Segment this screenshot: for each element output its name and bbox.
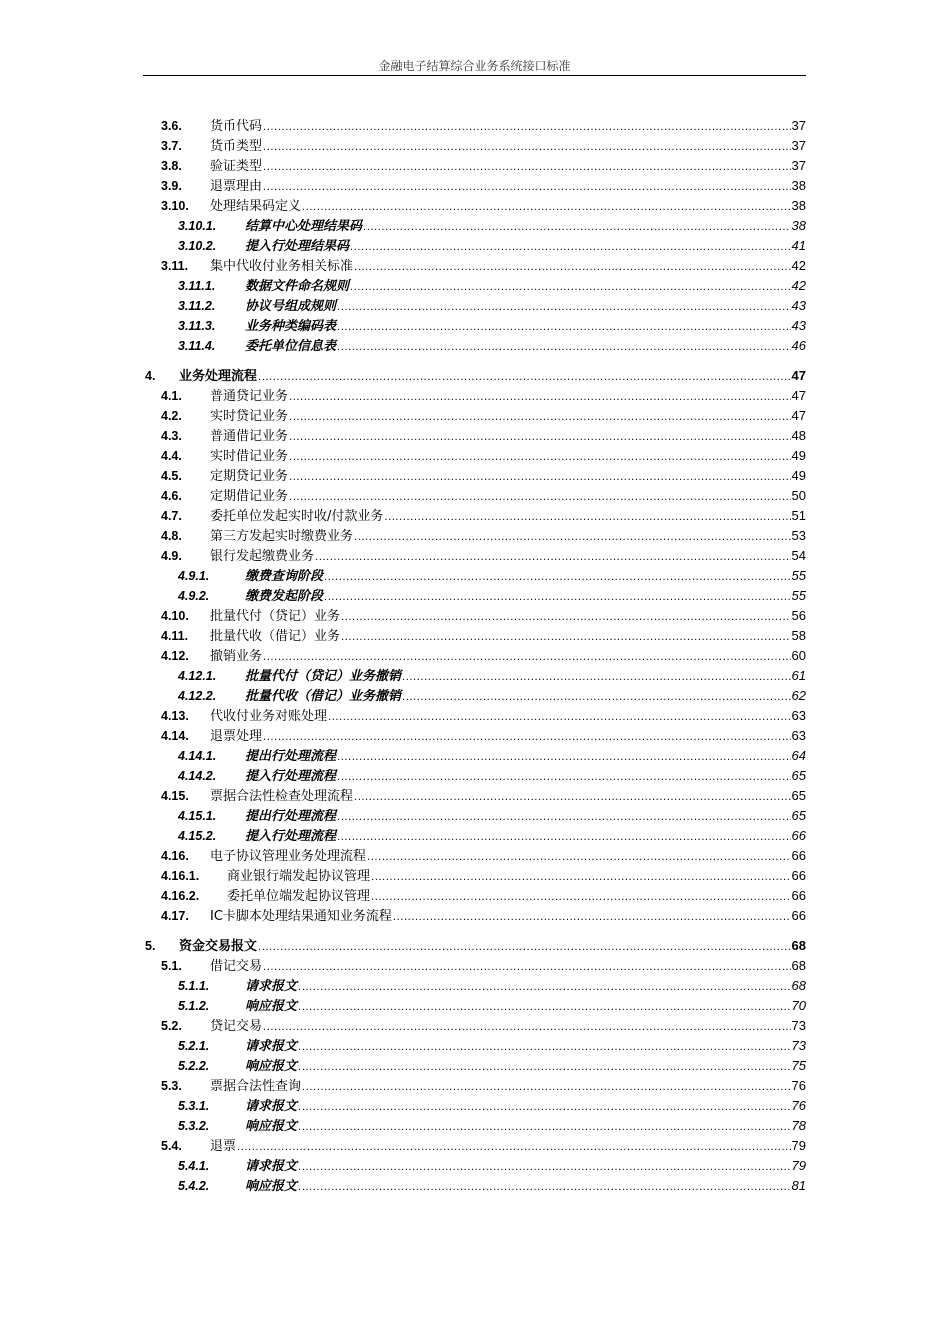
toc-entry[interactable] (143, 1056, 806, 1076)
toc-dot-leader (354, 258, 791, 278)
toc-entry-title: 实时借记业务 (210, 449, 289, 464)
toc-entry-number: 4.15.2. (178, 829, 217, 843)
toc-entry[interactable] (143, 1116, 806, 1136)
toc-entry-page: 38 (791, 178, 806, 193)
toc-entry[interactable] (143, 1156, 806, 1176)
toc-dot-leader (337, 298, 791, 318)
toc-entry[interactable] (143, 646, 806, 666)
toc-entry[interactable] (143, 546, 806, 566)
toc-entry-number: 3.11.1. (178, 279, 216, 293)
toc-entry-number: 4.17. (161, 909, 189, 923)
toc-dot-leader (263, 1018, 791, 1038)
toc-entry-title: 委托单位发起实时收/付款业务 (210, 509, 384, 524)
toc-entry-page: 76 (791, 1078, 806, 1093)
toc-entry-number: 5.1.2. (178, 999, 210, 1013)
toc-entry-page: 66 (791, 868, 806, 883)
toc-entry-number: 4.6. (161, 489, 182, 503)
toc-dot-leader (341, 628, 791, 648)
toc-entry[interactable] (143, 786, 806, 806)
toc-entry-title: 提出行处理流程 (245, 809, 337, 824)
toc-entry-number: 4.12.1. (178, 669, 217, 683)
toc-entry-number: 4.14.2. (178, 769, 217, 783)
toc-dot-leader (263, 138, 791, 158)
toc-dot-leader (289, 388, 791, 408)
toc-entry-title: 委托单位端发起协议管理 (227, 889, 371, 904)
toc-dot-leader (315, 548, 791, 568)
toc-entry-page: 65 (791, 808, 806, 823)
toc-entry[interactable] (143, 316, 806, 336)
toc-entry-number: 5.1.1. (178, 979, 210, 993)
toc-entry-page: 73 (791, 1038, 806, 1053)
toc-dot-leader (298, 1038, 791, 1058)
toc-entry-page: 66 (791, 908, 806, 923)
toc-dot-leader (289, 448, 791, 468)
toc-entry-page: 37 (791, 158, 806, 173)
toc-entry-page: 43 (791, 318, 806, 333)
toc-entry-number: 3.11.4. (178, 339, 216, 353)
toc-entry-number: 3.11.3. (178, 319, 216, 333)
toc-entry-page: 60 (791, 648, 806, 663)
toc-entry-title: 第三方发起实时缴费业务 (210, 529, 354, 544)
toc-entry-title: 批量代收（借记）业务撤销 (245, 689, 402, 704)
toc-entry[interactable] (143, 366, 806, 386)
toc-entry-page: 79 (791, 1158, 806, 1173)
toc-entry[interactable] (143, 216, 806, 236)
toc-dot-leader (384, 508, 790, 528)
toc-entry-title: 结算中心处理结果码 (245, 219, 363, 234)
toc-entry-number: 3.8. (161, 159, 182, 173)
toc-entry-number: 4.2. (161, 409, 182, 423)
toc-entry-page: 68 (791, 958, 806, 973)
toc-dot-leader (289, 408, 791, 428)
toc-entry-title: 缴费发起阶段 (245, 589, 324, 604)
toc-entry-number: 5.4. (161, 1139, 182, 1153)
toc-entry-page: 63 (791, 728, 806, 743)
toc-entry[interactable] (143, 606, 806, 626)
toc-dot-leader (402, 688, 791, 708)
toc-entry-number: 4. (145, 369, 156, 383)
toc-entry-page: 51 (791, 508, 806, 523)
toc-entry-page: 63 (791, 708, 806, 723)
toc-entry-number: 4.9.1. (178, 569, 210, 583)
toc-dot-leader (324, 568, 791, 588)
toc-entry-page: 64 (791, 748, 806, 763)
toc-entry-page: 65 (791, 768, 806, 783)
toc-entry-title: 退票处理 (210, 729, 263, 744)
toc-entry-number: 4.7. (161, 509, 182, 523)
toc-entry-number: 3.7. (161, 139, 182, 153)
toc-dot-leader (302, 198, 791, 218)
toc-entry-title: 请求报文 (245, 1099, 298, 1114)
toc-dot-leader (371, 888, 791, 908)
toc-dot-leader (298, 1118, 791, 1138)
toc-entry[interactable] (143, 506, 806, 526)
toc-dot-leader (363, 218, 791, 238)
toc-entry-title: 提入行处理流程 (245, 829, 337, 844)
toc-entry-number: 4.15.1. (178, 809, 217, 823)
toc-entry-title: 集中代收付业务相关标准 (210, 259, 354, 274)
toc-entry-page: 75 (791, 1058, 806, 1073)
toc-entry-title: 代收付业务对账处理 (210, 709, 328, 724)
toc-entry-title: 请求报文 (245, 979, 298, 994)
toc-entry-number: 5.3.1. (178, 1099, 210, 1113)
toc-entry-title: 退票理由 (210, 179, 263, 194)
toc-entry-page: 43 (791, 298, 806, 313)
toc-entry[interactable] (143, 1096, 806, 1116)
toc-entry[interactable] (143, 666, 806, 686)
toc-entry-page: 49 (791, 448, 806, 463)
toc-entry-number: 4.12. (161, 649, 189, 663)
toc-dot-leader (263, 158, 791, 178)
toc-entry-title: 缴费查询阶段 (245, 569, 324, 584)
toc-entry[interactable] (143, 886, 806, 906)
toc-entry-number: 3.10. (161, 199, 189, 213)
toc-entry-number: 4.16.2. (161, 889, 200, 903)
toc-entry[interactable] (143, 746, 806, 766)
toc-entry[interactable] (143, 336, 806, 356)
toc-dot-leader (350, 278, 791, 298)
toc-dot-leader (324, 588, 791, 608)
toc-dot-leader (337, 748, 791, 768)
toc-entry-title: 响应报文 (245, 999, 298, 1014)
toc-entry-title: 资金交易报文 (179, 939, 258, 954)
toc-entry-number: 3.10.1. (178, 219, 217, 233)
toc-entry-number: 3.9. (161, 179, 182, 193)
toc-entry-title: 批量代付（贷记）业务撤销 (245, 669, 402, 684)
toc-entry[interactable] (143, 136, 806, 156)
toc-entry-title: IC卡脚本处理结果通知业务流程 (210, 909, 392, 924)
toc-entry[interactable] (143, 196, 806, 216)
toc-entry-number: 5. (145, 939, 156, 953)
toc-entry-page: 66 (791, 828, 806, 843)
toc-entry[interactable] (143, 956, 806, 976)
toc-entry-page: 66 (791, 888, 806, 903)
toc-dot-leader (263, 178, 791, 198)
toc-entry-number: 5.2.2. (178, 1059, 210, 1073)
toc-entry-title: 货币代码 (210, 119, 263, 134)
toc-dot-leader (337, 808, 791, 828)
toc-entry[interactable] (143, 1136, 806, 1156)
toc-entry-title: 票据合法性查询 (210, 1079, 302, 1094)
toc-entry[interactable] (143, 236, 806, 256)
toc-entry-page: 56 (791, 608, 806, 623)
toc-dot-leader (298, 1058, 791, 1078)
toc-entry-page: 78 (791, 1118, 806, 1133)
toc-entry[interactable] (143, 1016, 806, 1036)
document-title: 金融电子结算综合业务系统接口标准 (378, 59, 571, 73)
toc-dot-leader (298, 998, 791, 1018)
toc-entry[interactable] (143, 526, 806, 546)
toc-entry-title: 退票 (210, 1139, 237, 1154)
toc-entry[interactable] (143, 566, 806, 586)
toc-entry-title: 定期贷记业务 (210, 469, 289, 484)
toc-entry-number: 4.8. (161, 529, 182, 543)
toc-entry-title: 批量代付（贷记）业务 (210, 609, 341, 624)
toc-entry-title: 提出行处理流程 (245, 749, 337, 764)
toc-entry-title: 电子协议管理业务处理流程 (210, 849, 367, 864)
toc-entry[interactable] (143, 256, 806, 276)
toc-entry-page: 38 (791, 198, 806, 213)
toc-entry-title: 定期借记业务 (210, 489, 289, 504)
toc-entry-number: 4.14. (161, 729, 189, 743)
toc-entry-number: 5.2. (161, 1019, 182, 1033)
toc-entry[interactable] (143, 1036, 806, 1056)
toc-entry-page: 53 (791, 528, 806, 543)
toc-entry[interactable] (143, 686, 806, 706)
toc-entry[interactable] (143, 826, 806, 846)
toc-entry-page: 66 (791, 848, 806, 863)
toc-dot-leader (289, 428, 791, 448)
toc-entry[interactable] (143, 276, 806, 296)
toc-dot-leader (258, 938, 791, 958)
toc-entry-page: 38 (791, 218, 806, 233)
toc-entry[interactable] (143, 1076, 806, 1096)
toc-entry-title: 货币类型 (210, 139, 263, 154)
toc-entry-number: 5.3.2. (178, 1119, 210, 1133)
toc-entry[interactable] (143, 1176, 806, 1196)
toc-entry-number: 4.5. (161, 469, 182, 483)
toc-entry-number: 5.4.1. (178, 1159, 210, 1173)
toc-dot-leader (402, 668, 791, 688)
toc-dot-leader (337, 828, 791, 848)
toc-dot-leader (263, 648, 791, 668)
table-of-contents (143, 116, 806, 1196)
toc-entry-title: 借记交易 (210, 959, 263, 974)
toc-entry-page: 48 (791, 428, 806, 443)
toc-entry[interactable] (143, 296, 806, 316)
toc-dot-leader (237, 1138, 791, 1158)
toc-entry-number: 4.4. (161, 449, 182, 463)
toc-dot-leader (298, 1098, 791, 1118)
toc-entry-number: 4.3. (161, 429, 182, 443)
toc-entry[interactable] (143, 976, 806, 996)
toc-entry-title: 响应报文 (245, 1059, 298, 1074)
toc-entry[interactable] (143, 406, 806, 426)
toc-entry-number: 4.12.2. (178, 689, 217, 703)
toc-entry-number: 4.10. (161, 609, 189, 623)
page-header (143, 58, 806, 76)
toc-dot-leader (337, 338, 791, 358)
toc-dot-leader (337, 768, 791, 788)
toc-dot-leader (302, 1078, 791, 1098)
toc-entry[interactable] (143, 766, 806, 786)
toc-entry[interactable] (143, 726, 806, 746)
toc-entry-number: 4.15. (161, 789, 189, 803)
toc-entry[interactable] (143, 426, 806, 446)
toc-dot-leader (350, 238, 791, 258)
toc-entry[interactable] (143, 116, 806, 136)
toc-entry[interactable] (143, 156, 806, 176)
toc-entry[interactable] (143, 996, 806, 1016)
toc-entry-number: 4.14.1. (178, 749, 217, 763)
toc-entry-title: 业务种类编码表 (245, 319, 337, 334)
toc-entry-number: 4.9.2. (178, 589, 210, 603)
toc-entry-page: 55 (791, 588, 806, 603)
toc-entry-page: 68 (791, 978, 806, 993)
toc-entry-title: 贷记交易 (210, 1019, 263, 1034)
toc-entry-page: 47 (791, 388, 806, 403)
toc-entry[interactable] (143, 706, 806, 726)
toc-entry-title: 请求报文 (245, 1159, 298, 1174)
toc-entry-page: 41 (791, 238, 806, 253)
toc-entry-page: 49 (791, 468, 806, 483)
toc-entry-number: 4.16. (161, 849, 189, 863)
toc-dot-leader (263, 958, 791, 978)
toc-dot-leader (354, 528, 791, 548)
toc-entry-title: 数据文件命名规则 (245, 279, 350, 294)
toc-entry-title: 提入行处理流程 (245, 769, 337, 784)
toc-entry-page: 81 (791, 1178, 806, 1193)
toc-dot-leader (289, 468, 791, 488)
toc-entry-page: 73 (791, 1018, 806, 1033)
toc-entry-number: 5.3. (161, 1079, 182, 1093)
toc-entry-page: 62 (791, 688, 806, 703)
toc-entry-title: 商业银行端发起协议管理 (227, 869, 371, 884)
toc-entry-title: 银行发起缴费业务 (210, 549, 315, 564)
toc-entry-page: 79 (791, 1138, 806, 1153)
toc-dot-leader (354, 788, 791, 808)
toc-entry-page: 47 (791, 408, 806, 423)
toc-entry[interactable] (143, 906, 806, 926)
toc-dot-leader (371, 868, 791, 888)
toc-entry-title: 撤销业务 (210, 649, 263, 664)
toc-entry-title: 普通贷记业务 (210, 389, 289, 404)
toc-entry-page: 65 (791, 788, 806, 803)
toc-entry-title: 业务处理流程 (179, 369, 258, 384)
toc-dot-leader (298, 978, 791, 998)
toc-entry-number: 3.11. (161, 259, 189, 273)
toc-entry-number: 3.11.2. (178, 299, 216, 313)
toc-entry[interactable] (143, 176, 806, 196)
toc-entry-title: 票据合法性检查处理流程 (210, 789, 354, 804)
toc-dot-leader (263, 118, 791, 138)
toc-entry-page: 42 (791, 258, 806, 273)
toc-entry-title: 处理结果码定义 (210, 199, 302, 214)
toc-entry-number: 4.16.1. (161, 869, 200, 883)
toc-entry-title: 响应报文 (245, 1119, 298, 1134)
toc-entry[interactable] (143, 846, 806, 866)
toc-entry[interactable] (143, 806, 806, 826)
toc-entry-page: 55 (791, 568, 806, 583)
toc-entry-title: 委托单位信息表 (245, 339, 337, 354)
toc-entry-number: 5.2.1. (178, 1039, 210, 1053)
toc-entry-number: 4.13. (161, 709, 189, 723)
toc-entry[interactable] (143, 866, 806, 886)
toc-entry[interactable] (143, 486, 806, 506)
toc-entry[interactable] (143, 586, 806, 606)
toc-entry-title: 验证类型 (210, 159, 263, 174)
toc-entry-page: 46 (791, 338, 806, 353)
toc-dot-leader (341, 608, 791, 628)
toc-dot-leader (367, 848, 791, 868)
toc-dot-leader (393, 908, 791, 928)
toc-entry-title: 普通借记业务 (210, 429, 289, 444)
toc-entry-number: 3.10.2. (178, 239, 217, 253)
toc-entry[interactable] (143, 936, 806, 956)
toc-entry-page: 70 (791, 998, 806, 1013)
toc-entry-number: 4.1. (161, 389, 182, 403)
toc-entry[interactable] (143, 626, 806, 646)
toc-entry-title: 批量代收（借记）业务 (210, 629, 341, 644)
toc-entry-page: 61 (791, 668, 806, 683)
toc-entry-page: 76 (791, 1098, 806, 1113)
toc-dot-leader (263, 728, 791, 748)
toc-entry-page: 54 (791, 548, 806, 563)
toc-entry-number: 4.11. (161, 629, 189, 643)
toc-entry-page: 37 (791, 138, 806, 153)
toc-entry-page: 68 (791, 938, 806, 953)
toc-entry[interactable] (143, 446, 806, 466)
toc-dot-leader (258, 368, 791, 388)
toc-dot-leader (289, 488, 791, 508)
toc-entry[interactable] (143, 466, 806, 486)
toc-entry-number: 5.1. (161, 959, 182, 973)
toc-entry-title: 实时贷记业务 (210, 409, 289, 424)
toc-dot-leader (298, 1158, 791, 1178)
toc-entry-page: 42 (791, 278, 806, 293)
toc-entry-page: 47 (791, 368, 806, 383)
toc-entry-number: 5.4.2. (178, 1179, 210, 1193)
toc-entry-number: 3.6. (161, 119, 182, 133)
toc-dot-leader (298, 1178, 791, 1198)
toc-entry-title: 提入行处理结果码 (245, 239, 350, 254)
toc-entry-title: 协议号组成规则 (245, 299, 337, 314)
toc-dot-leader (328, 708, 791, 728)
toc-entry-title: 请求报文 (245, 1039, 298, 1054)
toc-entry-page: 37 (791, 118, 806, 133)
toc-entry-title: 响应报文 (245, 1179, 298, 1194)
toc-entry[interactable] (143, 386, 806, 406)
toc-entry-number: 4.9. (161, 549, 182, 563)
toc-entry-page: 58 (791, 628, 806, 643)
toc-entry-page: 50 (791, 488, 806, 503)
toc-dot-leader (337, 318, 791, 338)
